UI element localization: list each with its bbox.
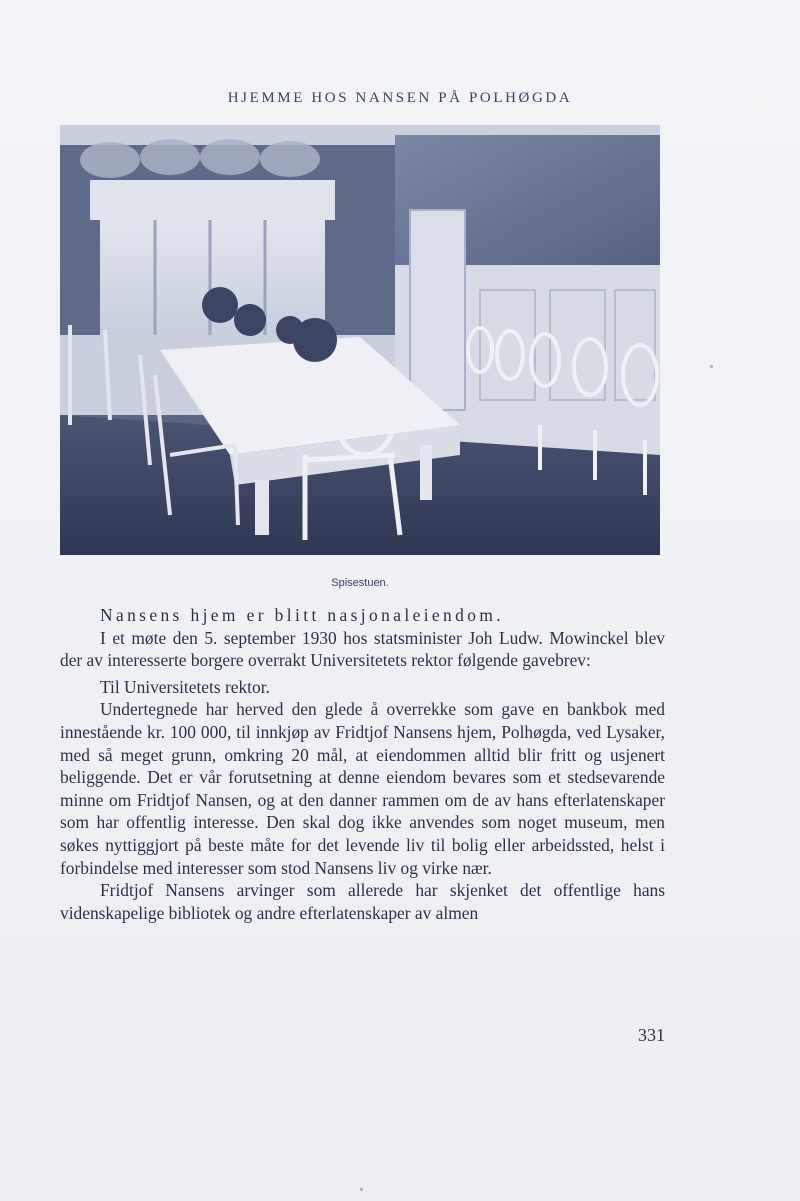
letter-salutation: Til Universitetets rektor. xyxy=(100,676,270,697)
page-number: 331 xyxy=(638,1025,665,1045)
paragraph: Fridtjof Nansens arvinger som allerede har skjenket det offentlige hans videnskapelige bibliotek og andre efterlatenskaper av almen xyxy=(60,880,665,923)
photo-caption: Spisestuen. xyxy=(331,577,389,589)
photo-illustration xyxy=(60,125,660,555)
paper-speck xyxy=(360,1188,363,1191)
dining-room-photo xyxy=(60,125,660,555)
body-text xyxy=(60,604,665,924)
paragraph: I et møte den 5. september 1930 hos statsminister Joh Ludw. Mowinckel blev der av interesserte borgere overrakt Universitetets rektor følgende gavebrev: xyxy=(60,627,665,671)
paragraph: Undertegnede har herved den glede å overrekke som gave en bankbok med innestående kr. 100 000, til innkjøp av Fridtjof Nansens hjem, Polhøgda, ved Lysaker, med så meget grunn, omkring 20 mål, at eiendommen alltid blir fritt og usjenert beliggende. Det er vår forutsetning at denne eiendom bevares som et stedsevarende minne om Fridtjof Nansen, og at den danner rammen om de av hans efterlatenskaper som har offentlig interesse. Den skal dog ikke anvendes som noget museum, men søkes nyttiggjort på beste måte for det levende liv til bolig eller arbeidssted, helst i forbindelse med interesser som stod Nansens liv og virke nær. xyxy=(60,699,665,878)
paper-speck xyxy=(710,365,713,368)
running-head: HJEMME HOS NANSEN PÅ POLHØGDA xyxy=(227,90,573,106)
paragraph-heading: Nansens hjem er blitt nasjonaleiendom. xyxy=(100,605,505,625)
